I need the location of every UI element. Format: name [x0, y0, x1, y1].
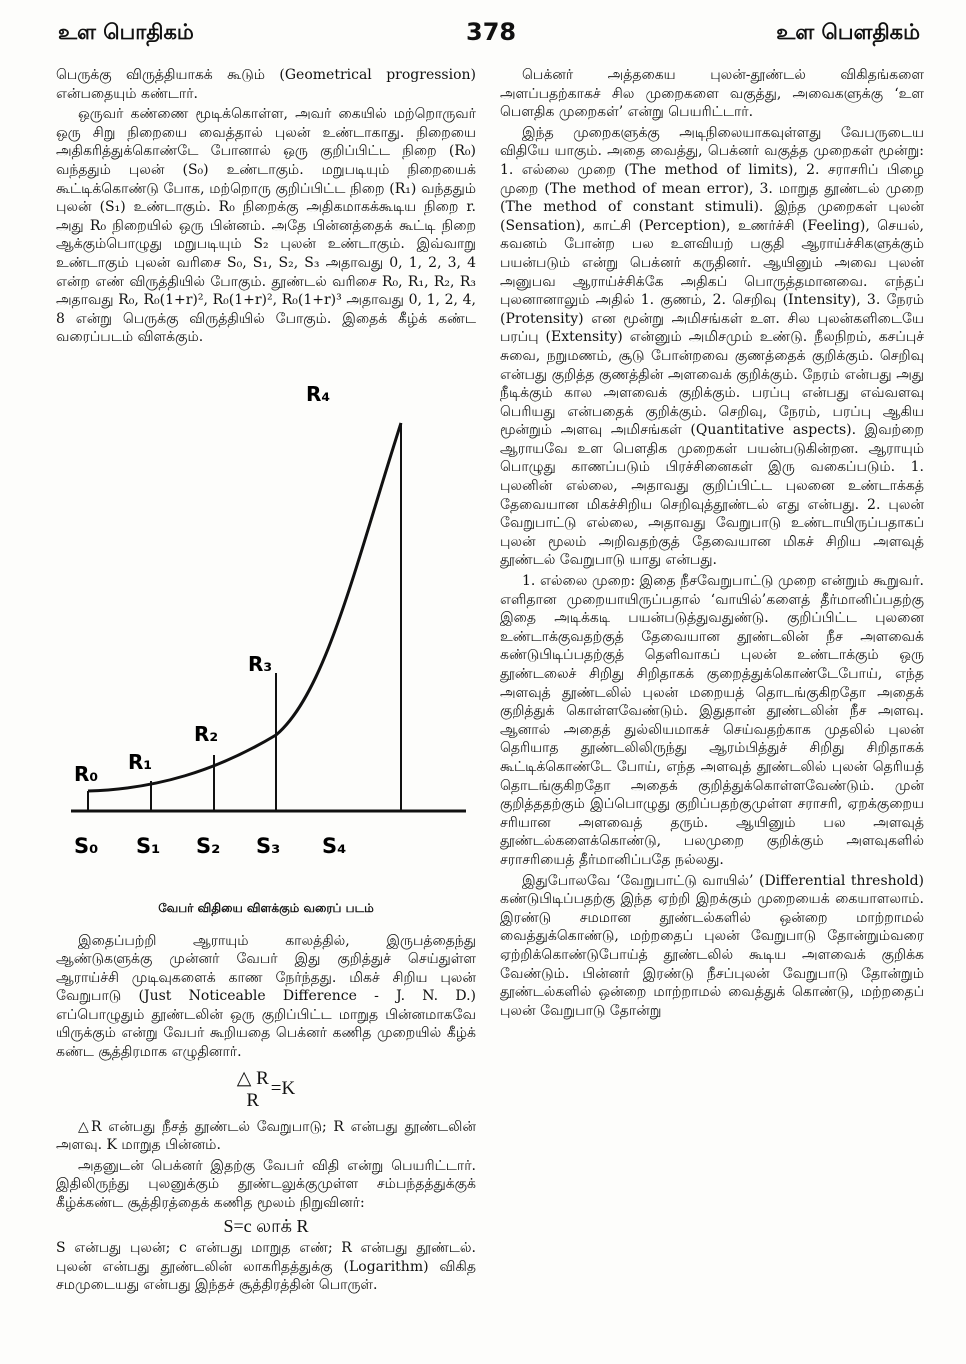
paragraph: பெக்னர் அத்தகைய புலன்-தூண்டல் விகிதங்களை அளப்பதற்காகச் சில முறைகளை வகுத்து, அவைகளுக்கு ‘உள பௌதிக முறைகள்’ என்று பெயரிட்டார்.	[500, 67, 924, 121]
paragraph: அதனுடன் பெக்னர் இதற்கு வேபர் விதி என்று பெயரிட்டார். இதிலிருந்து புலனுக்கும் தூண்டலுக்குமுள்ள சம்பந்தத்துக்குக் கீழ்க்கண்ட சூத்திரத்தைக் கணித மூலம் நிறுவினர்:	[56, 1157, 476, 1212]
paragraph: S என்பது புலன்; c என்பது மாறுத எண்; R என்பது தூண்டல். புலன் என்பது தூண்டலின் லாகரிதத்துக்கு (Logarithm) விகித சமமுடையது என்பது இந்தச் சூத்திரத்தின் பொருள்.	[56, 1240, 476, 1294]
formula-fraction	[237, 1068, 269, 1112]
paragraph: பெருக்கு விருத்தியாகக் கூடும் (Geometrical progression) என்பதையும் கண்டார்.	[56, 67, 476, 102]
s-label: S₃	[256, 833, 281, 858]
r-label: R₃	[248, 651, 273, 676]
paragraph: இதைப்பற்றி ஆராயும் காலத்தில், இருபத்தைந்து ஆண்டுகளுக்கு முன்னர் வேபர் இது குறித்துச் செய்துள்ள ஆராய்ச்சி முடிவுகளைக் காண நேர்ந்தது. மிகச் சிறிய புலன் வேறுபாடு (Just Noticeable Difference - J. N. D.) எப்பொழுதும் தூண்டலின் ஒரு குறிப்பிட்ட மாறுத பின்னமாகவே யிருக்கும் என்று வேபர் கூறியதை பெக்னர் கணித முறையில் கீழ்க் கண்ட சூத்திரமாக எழுதினார்.	[56, 932, 476, 1061]
stimulus-curve	[88, 423, 401, 791]
weber-law-figure	[56, 353, 476, 893]
fechner-formula: S=c லாக் R	[223, 1215, 309, 1236]
formula-denominator: R	[246, 1089, 260, 1111]
r-label: R₂	[194, 721, 219, 746]
s-label: S₁	[136, 833, 161, 858]
weber-formula	[56, 1068, 476, 1112]
paragraph: 1. எல்லை முறை: இதை நீசவேறுபாட்டு முறை என்றும் கூறுவர். எளிதான முறையாயிருப்பதால் ‘வாயில்’களைத் தீர்மானிப்பதற்கு இதை அடிக்கடி பயன்படுத்துவதுண்டு. குறிப்பிட்ட புலனை உண்டாக்குவதற்குத் தேவையான தூண்டலின் நீச அளவைக் கண்டுபிடிப்பதற்குத் தெளிவாகப் புலன் உண்டாக்கும் ஒரு தூண்டலைச் சிறிது சிறிதாகக் குறைத்துக்கொண்டேபோய், எந்த அளவுத் தூண்டலில் புலன் மறையத் தொடங்குகிறதோ அதைக் குறித்துக் கொள்ளவேண்டும். இதுதான் தூண்டலின் நீச அளவு. ஆனால் அதைத் துல்லியமாகச் செய்வதற்காக முதலில் புலன் தெரியாத தூண்டலிலிருந்து ஆரம்பித்துச் சிறிது சிறிதாகக் கூட்டிக்கொண்டே போய், எந்த அளவுத் தூண்டலில் புலன் தெரியத் தொடங்குகிறதோ அதைக் குறித்துக்கொள்ளவேண்டும். முன் குறித்ததற்கும் இப்பொழுது குறிப்பதற்குமுள்ள சராசரி, ஏறக்குறைய சரியான அளவைத் தரும். ஆயினும் பல அளவுத் தூண்டல்களைக்கொண்டு, பலமுறை குறிக்கும் அளவுகளில் சராசரியைத் தீர்மானிப்பதே நல்லது.	[500, 573, 924, 868]
formula-numerator: △ R	[236, 1067, 269, 1089]
r-label: R₄	[306, 381, 331, 406]
weber-curve-graph	[56, 353, 476, 893]
paragraph: இந்த முறைகளுக்கு அடிநிலையாகவுள்ளது வேபருடைய விதியே யாகும். அதை வைத்து, பெக்னர் வகுத்த முறைகள் மூன்று: 1. எல்லை முறை (The method of limits), 2. சராசரிப் பிழை முறை (The method of mean error), 3. மாறுத தூண்டல் முறை (The method of constant stimuli). இந்த முறைகள் புலன் (Sensation), காட்சி (Perception), உணர்ச்சி (Feeling), செயல், கவனம் போன்ற பல உளவியற் பகுதி ஆராய்ச்சிகளுக்கும் பயன்படும் என்று பெக்னர் கருதினர். ஆயினும் அவை புலன் அனுபவ ஆராய்ச்சிக்கே அதிகப் பொருத்தமானவை. எந்தப் புலனானாலும் அதில் 1. குணம், 2. செறிவு (Intensity), 3. நேரம் (Protensity) என மூன்று அமிசங்கள் உள. சில புலன்களிடையே பரப்பு (Extensity) என்னும் அமிசமும் உண்டு. நீலநிறம், கசப்புச் சுவை, நறுமணம், சூடு போன்றவை குணத்தைக் குறிக்கும். செறிவு என்பது குறித்த குணத்தின் அளவைக் குறிக்கும். நேரம் என்பது அது நீடிக்கும் கால அளவைக் குறிக்கும். பரப்பு என்பது எவ்வளவு பெரியது என்பதைக் குறிக்கும். செறிவு, நேரம், பரப்பு ஆகிய மூன்றும் அளவு அமிசங்கள் (Quantitative aspects). இவற்றை ஆராயவே உள பௌதிக முறைகள் பயன்படுகின்றன. ஆராயும் பொழுது காணப்படும் பிரச்சினைகள் இரு வகைப்படும். 1. புலனின் எல்லை, அதாவது குறிப்பிட்ட புலனை உண்டாக்கத் தேவையான மிகச்சிறிய செறிவுத்தூண்டல் எது என்பது. 2. புலன் வேறுபாட்டு எல்லை, அதாவது வேறுபாடு உண்டாயிருப்பதாகப் புலன் மூலம் அறிவதற்குத் தேவையான மிகச் சிறிய அளவுத் தூண்டல் வேறுபாடு யாது என்பது.	[500, 124, 924, 569]
r-label: R₀	[74, 761, 99, 786]
paragraph: இதுபோலவே ‘வேறுபாட்டு வாயில்’ (Differential threshold) கண்டுபிடிப்பதற்கு இந்த ஏற்றி இறக்கும் முறையைக் கையாளலாம். இரண்டு சமமான தூண்டல்களில் ஒன்றை மாற்றாமல் வைத்துக்கொண்டு, மற்றதைப் புலன் வேறுபாடு தோன்றும்வரை ஏற்றிக்கொண்டுபோய்த் தூண்டலில் கூடிய அளவைக் குறிக்க வேண்டும். பின்னர் இரண்டு நீசப்புலன் வேறுபாடு தோன்றும் தூண்டல்களில் ஒன்றை மாற்றாமல் வைத்துக் கொண்டு, மற்றதைப் புலன் வேறுபாடு தோன்று	[500, 872, 924, 1019]
r-label: R₁	[128, 749, 153, 774]
running-head-left: உள பொதிகம்	[58, 20, 194, 44]
page-header	[0, 0, 966, 60]
page-number: 378	[466, 18, 517, 46]
paragraph: ஒருவர் கண்ணை மூடிக்கொள்ள, அவர் கையில் மற்றொருவர் ஒரு சிறு நிறையை வைத்தால் புலன் உண்டாகாது. நிறையை அதிகரித்துக்கொண்டே போனால் ஒரு குறிப்பிட்ட நிறை (R₀) வந்ததும் புலன் (S₀) உண்டாகும். மறுபடியும் நிறையைக் கூட்டிக்கொண்டு போக, மற்றொரு குறிப்பிட்ட நிறை (R₁) வந்ததும் புலன் (S₁) உண்டாகும். R₀ நிறைக்கு அதிகமாகக்கூடிய நிறை r. அது R₀ நிறையில் ஒரு பின்னம். அதே பின்னத்தைக் கூட்டி நிறை ஆக்கும்பொழுது மறுபடியும் S₂ புலன் உண்டாகும். இவ்வாறு உண்டாகும் புலன் வரிசை S₀, S₁, S₂, S₃ அதாவது 0, 1, 2, 3, 4 என்ற எண் விருத்தியில் போகும். தூண்டல் வரிசை R₀, R₁, R₂, R₃ அதாவது R₀, R₀(1+r)², R₀(1+r)², R₀(1+r)³ அதாவது 0, 1, 2, 4, 8 என்று பெருக்கு விருத்தியில் போகும். இதைக் கீழ்க் கண்ட வரைப்படம் விளக்கும்.	[56, 106, 476, 346]
running-head-right: உள பௌதிகம்	[776, 20, 920, 44]
left-column	[56, 66, 476, 1297]
s-label: S₂	[196, 833, 221, 858]
right-column	[500, 66, 924, 1022]
figure-caption: வேபர் விதியை விளக்கும் வரைப் படம்	[158, 900, 374, 915]
s-label: S₄	[322, 833, 347, 858]
s-label: S₀	[74, 833, 99, 858]
formula-rhs: =K	[270, 1078, 296, 1100]
paragraph: △R என்பது நீசத் தூண்டல் வேறுபாடு; R என்பது தூண்டலின் அளவு. K மாறுத பின்னம்.	[56, 1118, 476, 1154]
